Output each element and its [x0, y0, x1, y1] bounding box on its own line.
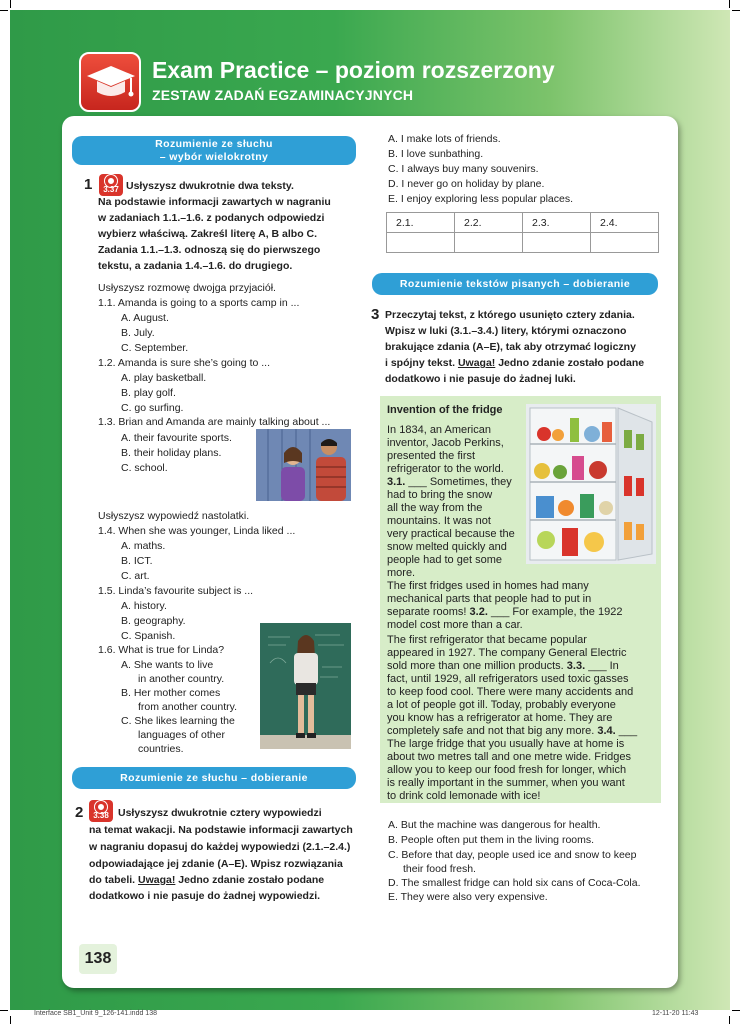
answer-option: C. go surfing. [121, 402, 184, 414]
reading-line: refrigerator to the world. [387, 463, 504, 475]
answer-cell[interactable] [387, 233, 455, 253]
crop-mark [732, 1010, 740, 1011]
instruction-text: do tabeli. [89, 874, 136, 886]
gap-number: 3.4. [597, 725, 616, 737]
open-fridge-photo [526, 404, 656, 564]
instruction-line [89, 873, 324, 888]
cd-track-icon [89, 800, 113, 822]
reading-line [387, 660, 619, 673]
reading-line: to keep food cool. There were many accidents and [387, 686, 634, 698]
matching-option: C. I always buy many souvenirs. [388, 163, 539, 175]
reading-line: The large fridge that you usually have at home is [387, 738, 625, 750]
reading-text: ___ [618, 725, 638, 737]
reading-line [387, 606, 622, 619]
reading-line: mountains. It was not [387, 515, 491, 527]
answer-option: A. August. [121, 312, 169, 324]
answer-option: B. geography. [121, 615, 186, 627]
instruction-line: tekstu, a zadania 1.4.–1.6. do drugiego. [98, 260, 293, 272]
answer-option: C. She likes learning the [121, 715, 235, 727]
matching-option: A. I make lots of friends. [388, 133, 501, 145]
reading-line: snow melted quickly and [387, 541, 507, 553]
reading-line: very practical because the [387, 528, 515, 540]
reading-line: had to bring the snow [387, 489, 493, 501]
answer-option: B. July. [121, 327, 155, 339]
matching-option: C. Before that day, people used ice and snow to keep [388, 849, 637, 861]
crop-mark [10, 1016, 11, 1024]
answer-cell[interactable] [523, 233, 591, 253]
question: 1.1. Amanda is going to a sports camp in ... [98, 297, 300, 309]
instruction-line: w zadaniach 1.1.–1.6. z podanych odpowiedzi [98, 212, 325, 224]
reading-line: allow you to keep our food fresh for longer, which [387, 764, 627, 776]
section1-header-line2: – wybór wielokrotny [159, 151, 269, 163]
matching-option: E. I enjoy exploring less popular places. [388, 193, 574, 205]
section1-header-line1: Rozumienie ze słuchu [155, 138, 273, 150]
question: 1.3. Brian and Amanda are mainly talking about ... [98, 416, 331, 428]
graduation-cap-logo-icon [79, 52, 141, 112]
instruction-line: dodatkowo i nie pasuje do żadnej wypowiedzi. [89, 890, 321, 902]
answer-option: C. September. [121, 342, 189, 354]
reading-line: to drink cold lemonade with ice! [387, 790, 541, 802]
section3-header: Rozumienie tekstów pisanych – dobieranie [372, 273, 658, 295]
answer-table [386, 212, 659, 253]
instruction-line: dodatkowo i nie pasuje do żadnej luki. [385, 373, 576, 385]
question: 1.6. What is true for Linda? [98, 644, 225, 656]
reading-line: you know has a refrigerator at home. They are [387, 712, 613, 724]
instruction-line: Przeczytaj tekst, z którego usunięto cztery zdania. [385, 309, 635, 321]
answer-option-continued: in another country. [138, 673, 225, 685]
answer-option: A. She wants to live [121, 659, 214, 671]
reading-text: ___ In [588, 660, 619, 672]
table-header-cell: 2.4. [591, 213, 659, 233]
section1-header [72, 136, 356, 165]
instruction-text: Jedno zdanie zostało podane [178, 874, 325, 886]
warning-label: Uwaga! [138, 874, 176, 886]
answer-cell[interactable] [591, 233, 659, 253]
reading-text: separate rooms! [387, 606, 467, 618]
question: 1.5. Linda’s favourite subject is ... [98, 585, 254, 597]
cd-track-icon [99, 174, 123, 196]
reading-line: presented the first [387, 450, 476, 462]
question: 1.4. When she was younger, Linda liked ... [98, 525, 296, 537]
instruction-line: Wpisz w luki (3.1.–3.4.) litery, którymi oznaczono [385, 325, 627, 337]
table-header-cell: 2.3. [523, 213, 591, 233]
reading-line: fact, until 1929, all refrigerators used toxic gasses [387, 673, 629, 685]
crop-mark [729, 1016, 730, 1024]
crop-mark [732, 10, 740, 11]
instruction-line: Usłyszysz dwukrotnie dwa teksty. [126, 180, 294, 192]
reading-text: completely safe and not that big any more. [387, 725, 595, 737]
exercise-number: 1 [84, 176, 93, 193]
instruction-line: wybierz właściwą. Zakreśl literę A, B albo C. [98, 228, 318, 240]
reading-title: Invention of the fridge [387, 404, 503, 416]
reading-line [387, 476, 512, 489]
section2-header: Rozumienie ze słuchu – dobieranie [72, 767, 356, 789]
answer-option: C. school. [121, 462, 168, 474]
answer-option: B. ICT. [121, 555, 153, 567]
warning-label: Uwaga! [457, 357, 496, 369]
crop-mark [0, 10, 8, 11]
question: 1.2. Amanda is sure she’s going to ... [98, 357, 270, 369]
reading-line: The first refrigerator that became popular [387, 634, 587, 646]
reading-line: all the way from the [387, 502, 483, 514]
instruction-line: w nagraniu dopasuj do każdej wypowiedzi (2.1.–2.4.) [89, 841, 351, 853]
instruction-line [385, 356, 644, 371]
reading-line: is really important in the summer, when you want [387, 777, 625, 789]
exercise-number: 3 [371, 306, 380, 323]
reading-text: ___ For example, the 1922 [490, 606, 623, 618]
instruction-line: Usłyszysz dwukrotnie cztery wypowiedzi [118, 807, 322, 819]
answer-cell[interactable] [455, 233, 523, 253]
table-header-row [387, 213, 659, 233]
answer-option: A. their favourite sports. [121, 432, 232, 444]
reading-line: In 1834, an American [387, 424, 491, 436]
crop-mark [729, 0, 730, 8]
girl-at-blackboard-photo [260, 623, 351, 749]
matching-option: B. I love sunbathing. [388, 148, 484, 160]
table-header-cell: 2.2. [455, 213, 523, 233]
table-answer-row [387, 233, 659, 253]
listening-intro: Usłyszysz wypowiedź nastolatki. [98, 510, 250, 522]
answer-option: C. art. [121, 570, 150, 582]
answer-option-continued: from another country. [138, 701, 238, 713]
matching-option: A. But the machine was dangerous for health. [388, 819, 601, 831]
answer-option: B. Her mother comes [121, 687, 221, 699]
print-file-info: Interface SB1_Unit 9_126-141.indd 138 [34, 1010, 157, 1017]
print-timestamp: 12-11-20 11:43 [652, 1010, 699, 1017]
gap-number: 3.2. [469, 606, 488, 618]
instruction-text: Jedno zdanie zostało podane [498, 357, 645, 369]
matching-option: B. People often put them in the living rooms. [388, 834, 595, 846]
reading-line: people had to get some [387, 554, 502, 566]
matching-option-continued: their food fresh. [403, 863, 476, 875]
page-title: Exam Practice – poziom rozszerzony [152, 57, 555, 83]
reading-line: mechanical parts that people had to put in [387, 593, 592, 605]
instruction-text: i spójny tekst. [385, 357, 456, 369]
instruction-line: Na podstawie informacji zawartych w nagraniu [98, 196, 331, 208]
reading-text: ___ Sometimes, they [408, 476, 512, 488]
answer-option: B. their holiday plans. [121, 447, 222, 459]
reading-line: about two metres tall and one metre wide. Fridges [387, 751, 631, 763]
reading-line: The first fridges used in homes had many [387, 580, 589, 592]
instruction-line: brakujące zdania (A–E), tak aby otrzymać logiczny [385, 341, 636, 353]
reading-line [387, 725, 637, 738]
answer-option: A. maths. [121, 540, 166, 552]
crop-mark [0, 1010, 8, 1011]
instruction-line: odpowiadające jej zdanie (A–E). Wpisz rozwiązania [89, 858, 343, 870]
reading-text: sold more than one million products. [387, 660, 564, 672]
cd-track-number: 3.37 [103, 185, 119, 194]
gap-number: 3.3. [566, 660, 586, 672]
matching-option: E. They were also very expensive. [388, 891, 548, 903]
gap-number: 3.1. [387, 476, 406, 488]
matching-option: D. The smallest fridge can hold six cans of Coca-Cola. [388, 877, 641, 889]
answer-option: B. play golf. [121, 387, 176, 399]
crop-mark [10, 0, 11, 8]
page-subtitle: ZESTAW ZADAŃ EGZAMINACYJNYCH [152, 87, 414, 103]
instruction-line: na temat wakacji. Na podstawie informacji zawartych [89, 824, 353, 836]
reading-line: more. [387, 567, 416, 579]
answer-option: C. Spanish. [121, 630, 176, 642]
teens-at-lockers-photo [256, 429, 351, 501]
reading-line: inventor, Jacob Perkins, [387, 437, 504, 449]
cd-track-number: 3.38 [93, 811, 109, 820]
listening-intro: Usłyszysz rozmowę dwojga przyjaciół. [98, 282, 276, 294]
instruction-line: Zadania 1.1.–1.3. odnoszą się do pierwszego [98, 244, 321, 256]
answer-option: A. play basketball. [121, 372, 207, 384]
matching-option: D. I never go on holiday by plane. [388, 178, 545, 190]
answer-option-continued: countries. [138, 743, 184, 755]
answer-option-continued: languages of other [138, 729, 225, 741]
reading-line: appeared in 1927. The company General Electric [387, 647, 627, 659]
page-number: 138 [79, 944, 117, 974]
exercise-number: 2 [75, 804, 84, 821]
reading-line: model cost more than a car. [387, 619, 523, 631]
table-header-cell: 2.1. [387, 213, 455, 233]
reading-line: a lot of people got ill. Today, probably everyone [387, 699, 616, 711]
answer-option: A. history. [121, 600, 167, 612]
